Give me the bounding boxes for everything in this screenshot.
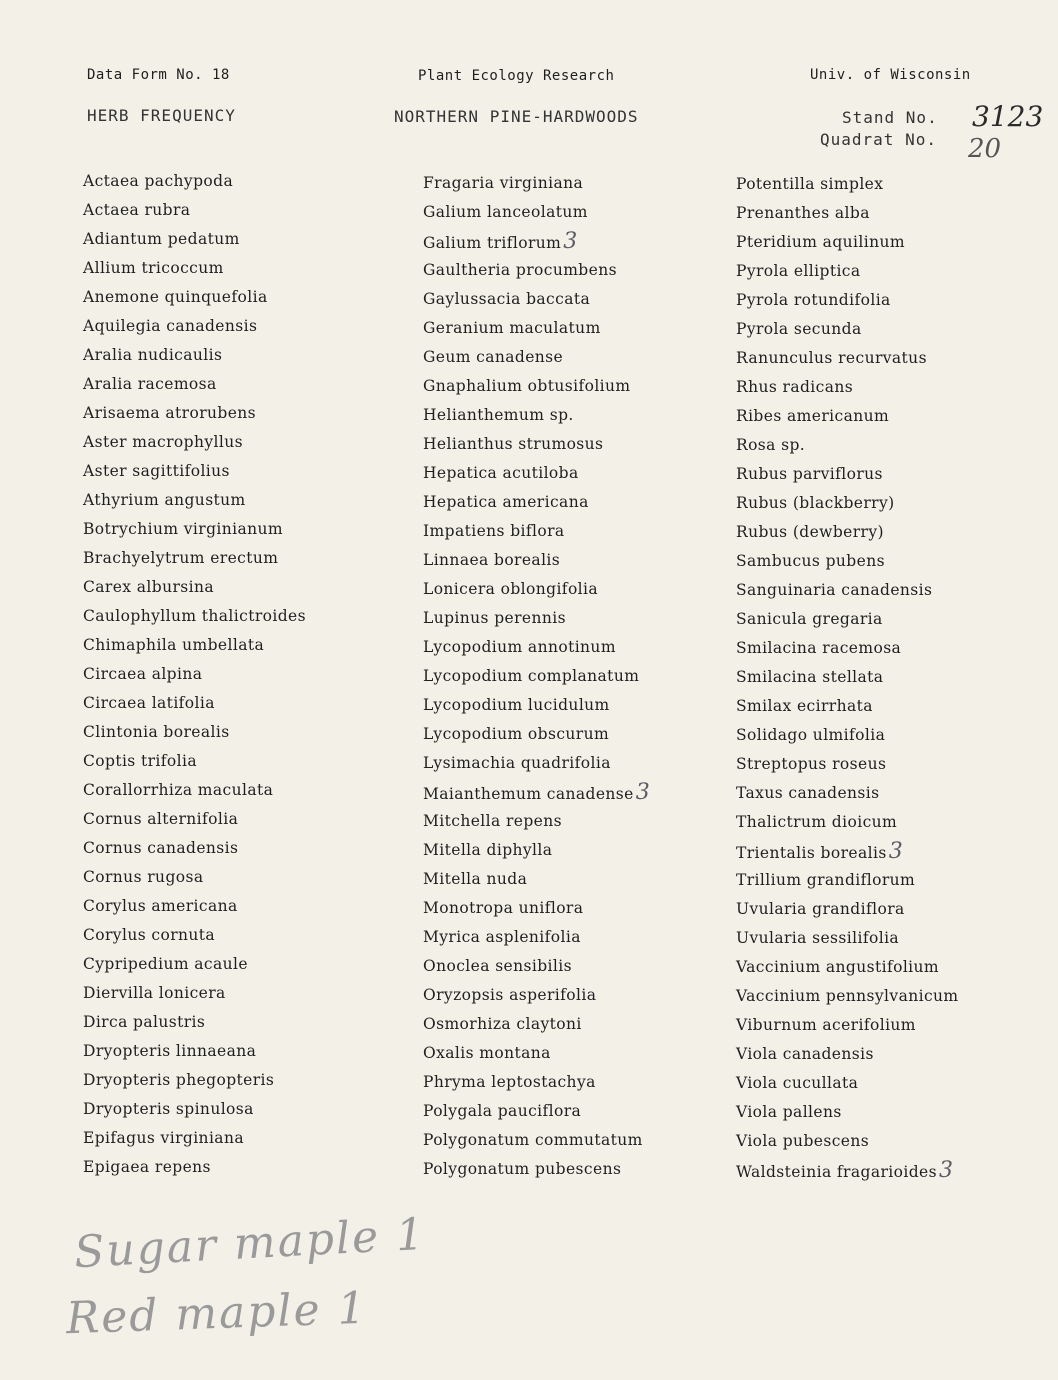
frequency-mark: 3 [938, 1158, 954, 1183]
species-item [423, 1155, 650, 1184]
species-item [423, 401, 650, 430]
species-name: Botrychium virginianum [83, 520, 283, 538]
species-name: Sambucus pubens [736, 552, 885, 570]
species-name: Athyrium angustum [83, 491, 246, 509]
species-item [83, 544, 306, 573]
species-name: Polygonatum commutatum [423, 1131, 643, 1149]
species-item [736, 605, 959, 634]
species-name: Viola pubescens [736, 1132, 870, 1150]
species-item [736, 576, 959, 605]
species-item [83, 834, 306, 863]
species-item [83, 1095, 306, 1124]
species-item [83, 1153, 306, 1182]
species-item [423, 343, 650, 372]
species-name: Dryopteris phegopteris [83, 1071, 275, 1089]
quadrat-label: Quadrat No. [820, 130, 937, 149]
species-item [736, 257, 959, 286]
species-item [736, 779, 959, 808]
species-name: Impatiens biflora [423, 522, 565, 540]
species-item [83, 486, 306, 515]
species-item [83, 370, 306, 399]
species-item [423, 720, 650, 749]
species-name: Aralia nudicaulis [83, 346, 223, 364]
species-item [423, 1010, 650, 1039]
species-item [83, 979, 306, 1008]
species-item [83, 1008, 306, 1037]
species-item [423, 749, 650, 778]
species-name: Pyrola elliptica [736, 262, 861, 280]
species-name: Epigaea repens [83, 1158, 211, 1176]
species-item [736, 431, 959, 460]
species-name: Mitella diphylla [423, 841, 553, 859]
species-name: Lycopodium lucidulum [423, 696, 610, 714]
species-name: Viola canadensis [736, 1045, 874, 1063]
species-item [83, 225, 306, 254]
species-name: Geum canadense [423, 348, 564, 366]
species-name: Adiantum pedatum [83, 230, 240, 248]
species-name: Viola cucullata [736, 1074, 859, 1092]
species-name: Maianthemum canadense [423, 785, 634, 803]
species-item [83, 399, 306, 428]
species-name: Dryopteris linnaeana [83, 1042, 257, 1060]
species-name: Onoclea sensibilis [423, 957, 572, 975]
species-item [83, 805, 306, 834]
species-item [736, 837, 959, 866]
frequency-mark: 3 [563, 229, 578, 254]
species-item [83, 892, 306, 921]
species-name: Coptis trifolia [83, 752, 198, 770]
species-name: Viburnum acerifolium [736, 1016, 916, 1034]
species-name: Geranium maculatum [423, 319, 601, 337]
species-item [83, 1037, 306, 1066]
species-item [736, 547, 959, 576]
species-name: Myrica asplenifolia [423, 928, 581, 946]
species-item [83, 921, 306, 950]
species-item [423, 430, 650, 459]
species-item [83, 602, 306, 631]
species-item [83, 689, 306, 718]
species-item [736, 953, 959, 982]
frequency-mark: 3 [888, 839, 904, 864]
species-item [423, 836, 650, 865]
species-item [83, 167, 306, 196]
species-name: Polygonatum pubescens [423, 1160, 622, 1178]
species-item [423, 1126, 650, 1155]
species-item [423, 314, 650, 343]
species-item [736, 1011, 959, 1040]
species-item [83, 428, 306, 457]
species-name: Gnaphalium obtusifolium [423, 377, 631, 395]
species-item [736, 489, 959, 518]
species-name: Anemone quinquefolia [83, 288, 268, 306]
species-name: Sanicula gregaria [736, 610, 883, 628]
species-item [83, 718, 306, 747]
species-item [736, 1098, 959, 1127]
species-name: Cornus alternifolia [83, 810, 239, 828]
species-name: Osmorhiza claytoni [423, 1015, 582, 1033]
species-item [423, 604, 650, 633]
species-name: Diervilla lonicera [83, 984, 226, 1002]
species-item [423, 923, 650, 952]
species-name: Lonicera oblongifolia [423, 580, 599, 598]
species-item [423, 691, 650, 720]
pencil-note-sugar-maple: Sugar maple 1 [72, 1208, 428, 1279]
quadrat-number: 20 [968, 134, 1002, 164]
species-item [83, 515, 306, 544]
species-item [423, 169, 650, 198]
species-name: Smilacina racemosa [736, 639, 902, 657]
species-name: Aster macrophyllus [83, 433, 243, 451]
species-item [83, 660, 306, 689]
species-name: Cornus canadensis [83, 839, 239, 857]
species-name: Circaea latifolia [83, 694, 215, 712]
species-name: Gaylussacia baccata [423, 290, 591, 308]
species-name: Brachyelytrum erectum [83, 549, 279, 567]
species-item [736, 315, 959, 344]
species-name: Lysimachia quadrifolia [423, 754, 611, 772]
species-name: Smilax ecirrhata [736, 697, 873, 715]
species-item [736, 721, 959, 750]
species-item [83, 457, 306, 486]
species-name: Vaccinium angustifolium [736, 958, 940, 976]
species-item [736, 1040, 959, 1069]
stand-label: Stand No. [842, 108, 938, 127]
species-name: Smilacina stellata [736, 668, 884, 686]
species-item [736, 460, 959, 489]
species-item [736, 286, 959, 315]
species-name: Solidago ulmifolia [736, 726, 886, 744]
species-item [423, 517, 650, 546]
species-name: Corylus americana [83, 897, 238, 915]
species-item [736, 228, 959, 257]
species-item [83, 631, 306, 660]
species-name: Ranunculus recurvatus [736, 349, 927, 367]
species-name: Helianthus strumosus [423, 435, 604, 453]
species-item [423, 256, 650, 285]
species-name: Rhus radicans [736, 378, 854, 396]
species-name: Thalictrum dioicum [736, 813, 898, 831]
species-name: Oxalis montana [423, 1044, 551, 1062]
species-name: Uvularia sessilifolia [736, 929, 900, 947]
species-name: Viola pallens [736, 1103, 842, 1121]
species-item [83, 254, 306, 283]
species-name: Gaultheria procumbens [423, 261, 617, 279]
species-name: Hepatica acutiloba [423, 464, 579, 482]
species-item [83, 196, 306, 225]
species-item [83, 1124, 306, 1153]
species-name: Epifagus virginiana [83, 1129, 244, 1147]
species-item [423, 488, 650, 517]
species-item [423, 952, 650, 981]
species-name: Taxus canadensis [736, 784, 880, 802]
species-name: Carex albursina [83, 578, 214, 596]
stand-number: 3123 [972, 100, 1044, 133]
species-name: Corallorrhiza maculata [83, 781, 274, 799]
species-item [423, 1097, 650, 1126]
species-name: Lycopodium obscurum [423, 725, 610, 743]
species-name: Lycopodium annotinum [423, 638, 616, 656]
pencil-note-red-maple: Red maple 1 [65, 1282, 369, 1345]
species-item [83, 776, 306, 805]
species-item [423, 894, 650, 923]
species-name: Oryzopsis asperifolia [423, 986, 597, 1004]
species-name: Trientalis borealis [736, 844, 887, 862]
species-item [423, 1068, 650, 1097]
species-item [423, 662, 650, 691]
species-item [736, 170, 959, 199]
organization: Plant Ecology Research [418, 68, 615, 84]
species-name: Circaea alpina [83, 665, 203, 683]
species-item [423, 198, 650, 227]
species-item [423, 865, 650, 894]
species-item [423, 227, 650, 256]
species-item [83, 950, 306, 979]
species-item [423, 981, 650, 1010]
species-item [736, 1156, 959, 1185]
species-item [736, 402, 959, 431]
species-name: Actaea rubra [83, 201, 191, 219]
species-name: Rubus (dewberry) [736, 523, 884, 541]
species-item [736, 808, 959, 837]
species-name: Pyrola secunda [736, 320, 862, 338]
species-item [736, 634, 959, 663]
species-item [83, 312, 306, 341]
species-item [736, 344, 959, 373]
species-item [423, 575, 650, 604]
frequency-mark: 3 [635, 780, 651, 805]
species-item [736, 1127, 959, 1156]
species-name: Galium triflorum [423, 234, 562, 252]
species-name: Caulophyllum thalictroides [83, 607, 306, 625]
species-item [736, 1069, 959, 1098]
species-item [736, 924, 959, 953]
species-name: Arisaema atrorubens [83, 404, 257, 422]
species-name: Monotropa uniflora [423, 899, 584, 917]
species-name: Hepatica americana [423, 493, 589, 511]
species-item [736, 663, 959, 692]
species-name: Linnaea borealis [423, 551, 561, 569]
species-name: Streptopus roseus [736, 755, 887, 773]
species-name: Allium tricoccum [83, 259, 224, 277]
species-name: Rosa sp. [736, 436, 806, 454]
species-name: Helianthemum sp. [423, 406, 574, 424]
species-item [423, 778, 650, 807]
species-item [83, 283, 306, 312]
species-name: Potentilla simplex [736, 175, 884, 193]
species-name: Lupinus perennis [423, 609, 566, 627]
species-item [736, 750, 959, 779]
university: Univ. of Wisconsin [810, 67, 971, 83]
form-title: HERB FREQUENCY [87, 106, 236, 125]
species-item [736, 866, 959, 895]
species-name: Prenanthes alba [736, 204, 870, 222]
species-item [423, 807, 650, 836]
form-number: Data Form No. 18 [87, 67, 230, 83]
species-name: Lycopodium complanatum [423, 667, 640, 685]
species-item [83, 341, 306, 370]
species-column-1 [83, 167, 306, 1182]
species-name: Clintonia borealis [83, 723, 230, 741]
species-item [736, 982, 959, 1011]
species-name: Rubus (blackberry) [736, 494, 895, 512]
species-item [736, 692, 959, 721]
species-item [83, 863, 306, 892]
species-name: Corylus cornuta [83, 926, 216, 944]
species-name: Pteridium aquilinum [736, 233, 905, 251]
species-name: Uvularia grandiflora [736, 900, 905, 918]
species-item [83, 747, 306, 776]
species-name: Dirca palustris [83, 1013, 206, 1031]
species-name: Galium lanceolatum [423, 203, 588, 221]
species-name: Cornus rugosa [83, 868, 204, 886]
species-item [736, 895, 959, 924]
species-item [736, 373, 959, 402]
species-item [423, 372, 650, 401]
species-item [736, 199, 959, 228]
species-item [423, 459, 650, 488]
species-item [423, 633, 650, 662]
species-name: Fragaria virginiana [423, 174, 584, 192]
species-name: Ribes americanum [736, 407, 890, 425]
species-name: Actaea pachypoda [83, 172, 234, 190]
species-item [83, 1066, 306, 1095]
species-name: Waldsteinia fragarioides [736, 1163, 937, 1181]
species-column-2 [423, 169, 650, 1184]
species-name: Mitella nuda [423, 870, 528, 888]
species-name: Phryma leptostachya [423, 1073, 596, 1091]
species-name: Rubus parviflorus [736, 465, 883, 483]
species-name: Pyrola rotundifolia [736, 291, 891, 309]
species-item [736, 518, 959, 547]
species-name: Dryopteris spinulosa [83, 1100, 254, 1118]
species-name: Aralia racemosa [83, 375, 217, 393]
species-item [423, 1039, 650, 1068]
species-name: Aquilegia canadensis [83, 317, 258, 335]
species-item [423, 546, 650, 575]
species-name: Chimaphila umbellata [83, 636, 265, 654]
community-title: NORTHERN PINE-HARDWOODS [394, 107, 639, 126]
species-column-3 [736, 170, 959, 1185]
species-name: Cypripedium acaule [83, 955, 248, 973]
species-name: Aster sagittifolius [83, 462, 230, 480]
species-name: Polygala pauciflora [423, 1102, 582, 1120]
species-name: Trillium grandiflorum [736, 871, 916, 889]
species-name: Vaccinium pennsylvanicum [736, 987, 959, 1005]
species-name: Sanguinaria canadensis [736, 581, 933, 599]
species-name: Mitchella repens [423, 812, 562, 830]
species-item [423, 285, 650, 314]
species-item [83, 573, 306, 602]
